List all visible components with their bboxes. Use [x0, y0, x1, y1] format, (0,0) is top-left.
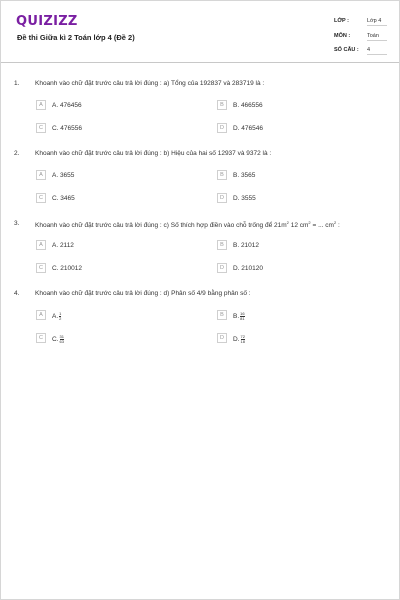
option-letter-box: C [36, 123, 46, 133]
option-text: B. 3565 [233, 172, 256, 179]
fraction [240, 312, 244, 321]
meta-count-value: 4 [367, 47, 387, 55]
option-text [233, 335, 245, 344]
quizizz-logo: QUIZIZZ [16, 14, 78, 29]
superscript: 2 [286, 220, 289, 225]
numerator: 1 [59, 311, 62, 316]
denominator: 18 [240, 339, 245, 344]
option-letter-box: C [36, 263, 46, 273]
option-letter-box: D [217, 263, 227, 273]
option-text: D. 3555 [233, 195, 256, 202]
option-text [52, 335, 64, 344]
question-number: 3. [14, 220, 20, 227]
option-text: C. 3465 [52, 195, 75, 202]
option-letter-box: D [217, 123, 227, 133]
fraction [60, 335, 64, 344]
numerator: 16 [240, 311, 245, 316]
option-letter-box: D [217, 193, 227, 203]
question-text-main: Khoanh vào chữ đặt trước câu trả lời đúng : c) Số thích hợp điền vào chỗ trống để 21m [35, 222, 287, 230]
option-letter-box: A [36, 240, 46, 250]
question-text: Khoanh vào chữ đặt trước câu trả lời đúng : a) Tổng của 192837 và 283719 là : [35, 80, 265, 87]
meta-subject-value: Toán [367, 33, 387, 41]
question-text-part: : [336, 222, 340, 230]
denominator: 81 [240, 316, 245, 321]
numerator: 72 [240, 334, 245, 339]
option-text: D. 476546 [233, 125, 263, 132]
option-text: A. 476456 [52, 102, 82, 109]
question-text: Khoanh vào chữ đặt trước câu trả lời đúng : d) Phân số 4/9 bằng phân số : [35, 290, 251, 297]
option-text: C. 210012 [52, 265, 82, 272]
option-label: D. [233, 336, 240, 344]
numerator: 31 [59, 334, 64, 339]
option-text: B. 466556 [233, 102, 263, 109]
option-letter-box: C [36, 193, 46, 203]
option-letter-box: B [217, 100, 227, 110]
option-label: B. [233, 313, 240, 321]
option-letter-box: B [217, 240, 227, 250]
option-letter-box: D [217, 333, 227, 343]
meta-subject-label: MÔN : [334, 33, 351, 39]
question-text-part: = ... cm [310, 222, 334, 230]
option-text: A. 2112 [52, 242, 74, 249]
option-text: B. 21012 [233, 242, 260, 249]
option-text: A. 3655 [52, 172, 75, 179]
option-letter-box: A [36, 170, 46, 180]
worksheet-title: Đề thi Giữa kì 2 Toán lớp 4 (Đề 2) [17, 33, 135, 42]
meta-class-label: LỚP : [334, 18, 349, 24]
option-label: A. [52, 313, 59, 321]
option-text: C. 476556 [52, 125, 82, 132]
option-letter-box: A [36, 100, 46, 110]
option-letter-box: B [217, 310, 227, 320]
fraction [59, 312, 61, 321]
question-text: Khoanh vào chữ đặt trước câu trả lời đúng : b) Hiệu của hai số 12937 và 9372 là : [35, 150, 272, 157]
fraction [241, 335, 245, 344]
option-letter-box: B [217, 170, 227, 180]
superscript: 2 [308, 220, 311, 225]
denominator: 2 [59, 316, 62, 321]
option-label: C. [52, 336, 59, 344]
worksheet-header [1, 1, 399, 63]
question-number: 1. [14, 80, 20, 87]
question-number: 4. [14, 290, 20, 297]
meta-count-label: SỐ CÂU : [334, 47, 359, 53]
meta-class-value: Lớp 4 [367, 18, 387, 26]
option-letter-box: C [36, 333, 46, 343]
question-text-part: 12 cm [288, 222, 309, 230]
superscript: 2 [333, 220, 337, 225]
question-number: 2. [14, 150, 20, 157]
option-text [52, 312, 61, 321]
question-text [35, 220, 340, 229]
denominator: 63 [59, 339, 64, 344]
option-text [233, 312, 245, 321]
option-text: D. 210120 [233, 265, 263, 272]
option-letter-box: A [36, 310, 46, 320]
